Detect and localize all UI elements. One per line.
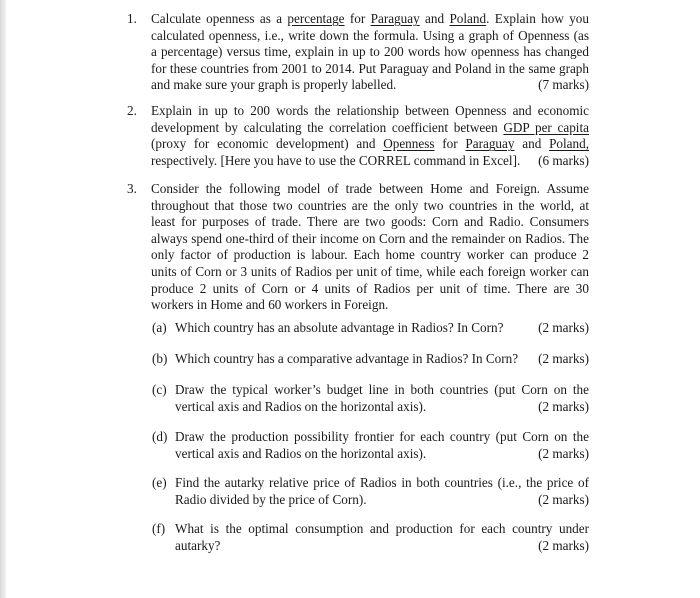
question-1-line-4: for these countries from 2001 to 2014. Put Paraguay and Poland in the same graph [151,60,589,76]
question-1-line-1: Calculate openness as a percentage for Paraguay and Poland. Explain how you [151,11,589,26]
part-e-label: (e) [152,475,167,490]
part-d-line-1: Draw the production possibility frontier for each country (put Corn on the [175,429,589,444]
question-2-number: 2. [127,103,137,118]
question-1-text [151,11,589,94]
question-3-text [151,181,589,314]
question-3-number: 3. [127,181,137,196]
part-f-line-2: autarky? (2 marks) [175,537,589,553]
question-3-line-8: workers in Home and 60 workers in Foreign. [151,297,389,313]
part-e-marks: (2 marks) [538,491,589,507]
page-edge-shadow [0,0,6,598]
part-f-marks: (2 marks) [538,537,589,553]
question-3-line-7: produce 2 units of Corn or 4 units of Radios per unit of time. There are 30 [151,280,589,296]
part-c-marks: (2 marks) [538,398,589,414]
question-2-line-3: (proxy for economic development) and Openness for Paraguay and Poland, [151,136,590,152]
question-1-line-2: calculated openness, i.e., write down the formula. Using a graph of Openness (as [151,27,589,43]
part-d-label: (d) [152,429,168,444]
question-2-line-4: respectively. [Here you have to use the CORREL command in Excel]. (6 marks) [151,152,589,168]
part-a-line: Which country has an absolute advantage in Radios? In Corn? (2 marks) [175,320,589,335]
question-3-line-3: least for purposes of trade. There are two goods: Corn and Radio. Consumers [151,214,589,230]
part-f-label: (f) [152,521,166,536]
part-c-line-2: vertical axis and Radios on the horizontal axis). (2 marks) [175,398,589,414]
question-1-number: 1. [127,11,137,26]
part-f-line-1: What is the optimal consumption and production for each country under [175,521,589,536]
question-3-line-1: Consider the following model of trade between Home and Foreign. Assume [151,181,589,196]
part-a-label: (a) [152,320,167,335]
part-b-line: Which country has a comparative advantage in Radios? In Corn? (2 marks) [175,351,589,366]
question-1-marks: (7 marks) [538,77,589,93]
question-2-text [151,103,589,169]
question-3-line-6: units of Corn or 3 units of Radios per unit of time, while each foreign worker can [151,263,589,279]
part-d-marks: (2 marks) [538,445,589,461]
question-2-line-2: development by calculating the correlation coefficient between GDP per capita [151,119,589,135]
question-3-line-4: always spend one-third of their income on Corn and the remainder on Radios. The [151,230,589,246]
part-d-line-2: vertical axis and Radios on the horizontal axis). (2 marks) [175,445,589,461]
question-3-line-2: throughout that those two countries are the only two countries in the world, at [151,197,589,213]
question-1-line-5: and make sure your graph is properly labelled. (7 marks) [151,77,589,93]
part-e-line-2: Radio divided by the price of Corn). (2 marks) [175,491,589,507]
question-2-marks: (6 marks) [538,152,589,168]
part-b-marks: (2 marks) [538,351,589,366]
part-b-label: (b) [152,351,168,366]
part-c-line-1: Draw the typical worker’s budget line in both countries (put Corn on the [175,382,589,397]
part-a-marks: (2 marks) [538,320,589,335]
question-1-line-3: a percentage) versus time, explain in up to 200 words how openness has changed [151,44,589,60]
question-3-line-5: only factor of production is labour. Each home country worker can produce 2 [151,247,589,263]
part-c-label: (c) [152,382,167,397]
part-e-line-1: Find the autarky relative price of Radios in both countries (i.e., the price of [175,475,589,490]
question-2-line-1: Explain in up to 200 words the relationship between Openness and economic [151,103,589,118]
